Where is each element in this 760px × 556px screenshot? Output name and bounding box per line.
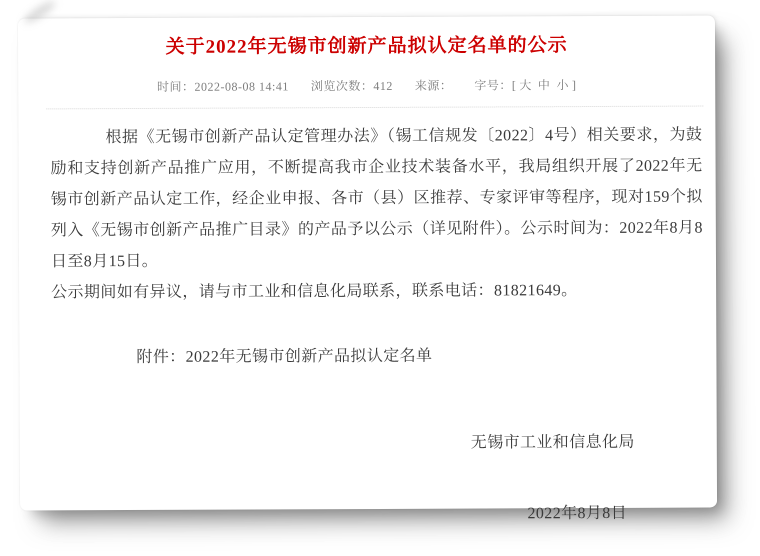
meta-source-label: 来源： xyxy=(414,78,453,93)
fontsize-small-button[interactable]: 小 xyxy=(556,78,569,93)
notice-body xyxy=(18,119,717,531)
meta-time xyxy=(157,79,289,94)
meta-divider xyxy=(46,106,703,110)
attachment-label: 附件： xyxy=(136,348,186,367)
attachment-link[interactable]: 2022年无锡市创新产品拟认定名单 xyxy=(185,347,433,366)
fontsize-label: 字号： xyxy=(474,78,512,93)
fontsize-bracket-open: [ xyxy=(511,78,517,93)
attachment-line xyxy=(136,340,703,373)
meta-time-label: 时间： xyxy=(156,79,195,94)
fontsize-medium-button[interactable]: 中 xyxy=(537,78,551,93)
fontsize-large-button[interactable]: 大 xyxy=(519,78,532,93)
page-title: 关于2022年无锡市创新产品拟认定名单的公示 xyxy=(165,35,568,58)
notice-page xyxy=(18,15,717,523)
meta-views xyxy=(311,79,393,93)
meta-bar xyxy=(18,76,715,96)
issuer-signature: 无锡市工业和信息化局 xyxy=(470,433,635,452)
notice-paragraph-2: 公示期间如有异议，请与市工业和信息化局联系，联系电话：81821649。 xyxy=(51,282,578,302)
meta-fontsize xyxy=(474,78,576,92)
issue-date: 2022年8月8日 xyxy=(527,504,628,523)
notice-paragraph-1: 根据《无锡市创新产品认定管理办法》（锡工信规发〔2022〕4号）相关要求，为鼓励和支持创新产品推广应用，不断提高我市企业技术装备水平，我局组织开展了2022年无锡市创新产品认定工作，经企业申报、各市（县）区推荐、专家评审等程序，现对159个拟列入《无锡市创新产品推广目录》的产品予以公示（详见附件）。公示时间为：2022年8月8日至8月15日。 xyxy=(50,126,703,271)
fontsize-bracket-close: ] xyxy=(571,78,577,93)
meta-time-value: 2022-08-08 14:41 xyxy=(194,79,289,94)
meta-views-value: 412 xyxy=(373,78,393,93)
meta-source xyxy=(415,79,453,93)
meta-views-label: 浏览次数： xyxy=(310,78,374,94)
